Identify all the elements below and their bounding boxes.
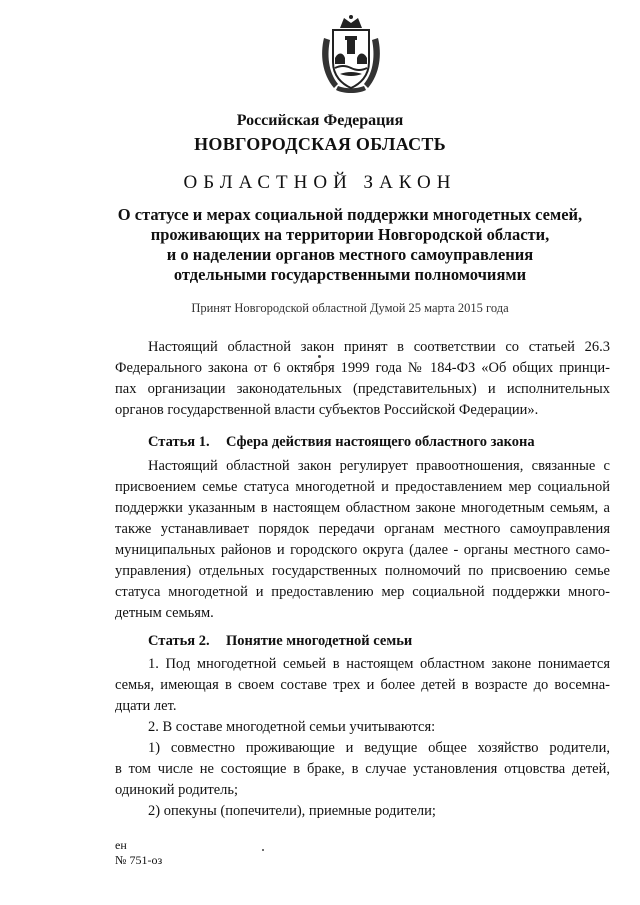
footer-number: № 751-оз [115, 853, 163, 867]
text-line: присвоением семье статуса многодетной и предоставлением мер социальной [115, 479, 610, 495]
article-2-text [115, 654, 610, 822]
text-line: Федерального закона от 6 октября 1999 года № 184-ФЗ «Об общих принци- [115, 360, 610, 376]
article-1-text [115, 456, 610, 624]
article-1-heading [148, 434, 535, 451]
law-title-line: и о наделении органов местного самоуправления [166, 245, 534, 264]
law-title [90, 205, 610, 285]
region-heading: НОВГОРОДСКАЯ ОБЛАСТЬ [194, 134, 446, 154]
novgorod-coat-of-arms-icon [318, 14, 384, 96]
text-line: поддержки указанным в настоящем областном законе многодетным семьям, а [115, 500, 610, 516]
scan-speck [262, 849, 264, 851]
law-title-line: отдельными государственными полномочиями [173, 265, 527, 284]
text-line: Настоящий областной закон регулирует правоотношения, связанные с [148, 458, 610, 474]
intro-paragraph [115, 337, 610, 421]
text-line: 2. В составе многодетной семьи учитываются: [148, 719, 436, 735]
text-line: в том числе не состоящие в браке, в случае установления отцовства детей, [115, 761, 610, 777]
text-line: одинокий родитель; [115, 782, 239, 798]
text-line: 2) опекуны (попечители), приемные родители; [148, 803, 436, 819]
adoption-note: Принят Новгородской областной Думой 25 марта 2015 года [191, 301, 509, 315]
footer-registration [115, 838, 162, 868]
country-heading: Российская Федерация [236, 112, 404, 129]
law-title-line: О статусе и мерах социальной поддержки многодетных семей, [117, 205, 583, 224]
article-2-heading [148, 633, 412, 650]
article-number: Статья 1. [148, 434, 210, 450]
text-line: статуса многодетной и предоставлению мер социальной поддержки много- [115, 584, 610, 600]
text-line: пах организации законодательных (представительных) и исполнительных [115, 381, 610, 397]
scan-speck [318, 355, 321, 358]
text-line: 1) совместно проживающие и ведущие общее хозяйство родители, [148, 740, 610, 756]
article-number: Статья 2. [148, 633, 210, 649]
document-type-heading: ОБЛАСТНОЙ ЗАКОН [183, 172, 457, 193]
text-line: семья, имеющая в своем составе трех и более детей в возрасте до восемна- [115, 677, 610, 693]
article-title: Понятие многодетной семьи [226, 633, 413, 649]
text-line: муниципальных районов и городского округа (далее - органы местного само- [115, 542, 610, 558]
text-line: органов государственной власти субъектов Российской Федерации». [115, 402, 539, 418]
footer-initials: ен [115, 838, 127, 852]
text-line: также устанавливает порядок передачи органам местного самоуправления [115, 521, 610, 537]
text-line: 1. Под многодетной семьей в настоящем областном законе понимается [148, 656, 610, 672]
law-title-line: проживающих на территории Новгородской области, [150, 225, 550, 244]
text-line: детным семьям. [115, 605, 214, 621]
text-line: дцати лет. [115, 698, 177, 714]
text-line: управления) отдельных государственных полномочий по присвоению семье [115, 563, 610, 579]
text-line: Настоящий областной закон принят в соответствии со статьей 26.3 [148, 339, 610, 355]
article-title: Сфера действия настоящего областного закона [226, 434, 535, 450]
